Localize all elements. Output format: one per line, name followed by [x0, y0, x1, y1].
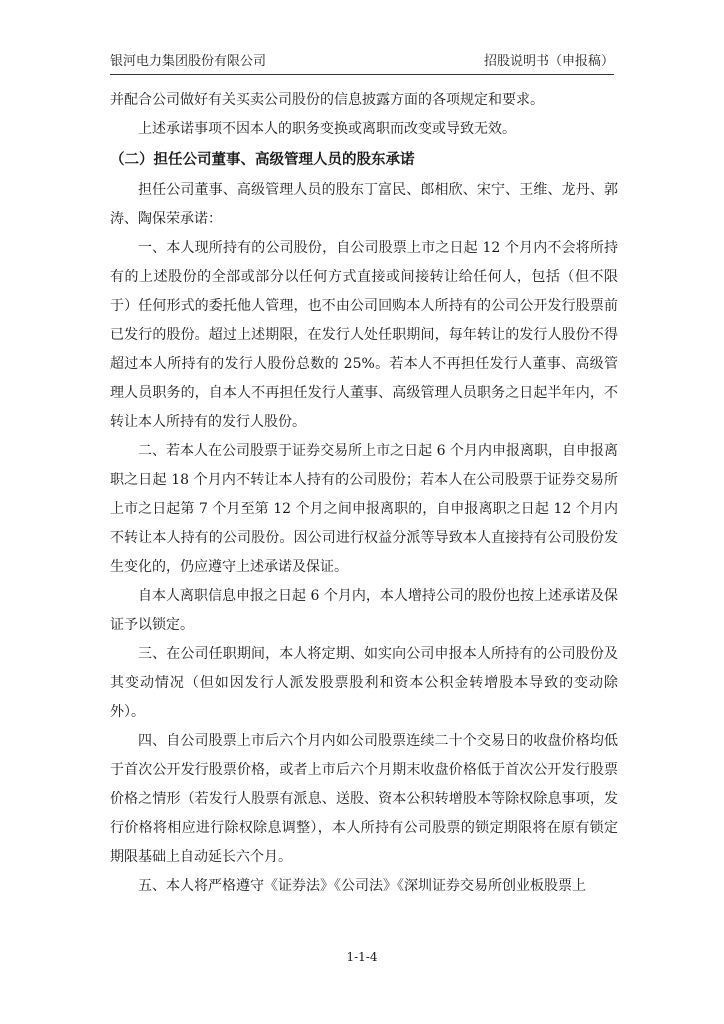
document-body: [110, 86, 618, 901]
paragraph-commitment-2: 二、若本人在公司股票于证券交易所上市之日起 6 个月内申报离职，自申报离职之日起 18 个月内不转让本人持有的公司股份；若本人在公司股票于证券交易所上市之日起第 7 个月至第 12 个月之间申报离职的，自申报离职之日起 12 个月内不转让本人持有的公司股份。因公司进行权益分派等导致本人直接持有公司股份发生变化的，仍应遵守上述承诺及保证。: [110, 443, 618, 575]
document-type: 招股说明书（申报稿）: [483, 54, 614, 69]
paragraph-increase-lock: 自本人离职信息申报之日起 6 个月内，本人增持公司的股份也按上述承诺及保证予以锁定。: [110, 588, 618, 633]
section-heading: （二）担任公司董事、高级管理人员的股东承诺: [110, 152, 415, 168]
page-header: [110, 50, 614, 75]
paragraph-commitment-3: 三、在公司任职期间，本人将定期、如实向公司申报本人所持有的公司股份及其变动情况（但如因发行人派发股票股利和资本公积金转增股本导致的变动除外）。: [110, 646, 618, 720]
paragraph-commitment-5: 五、本人将严格遵守《证券法》《公司法》《深圳证券交易所创业板股票上: [138, 878, 586, 894]
paragraph-commitment-1: 一、本人现所持有的公司股份，自公司股票上市之日起 12 个月内不会将所持有的上述股份的全部或部分以任何方式直接或间接转让给任何人，包括（但不限于）任何形式的委托他人管理，也不由公司回购本人所持有的公司公开发行股票前已发行的股份。超过上述期限，在发行人处任职期间，每年转让的发行人股份不得超过本人所持有的发行人股份总数的 25%。若本人不再担任发行人董事、高级管理人员职务的，自本人不再担任发行人董事、高级管理人员职务之日起半年内，不转让本人所持有的发行人股份。: [110, 240, 618, 430]
paragraph-validity: 上述承诺事项不因本人的职务变换或离职而改变或导致无效。: [138, 121, 516, 137]
paragraph-continuation: 并配合公司做好有关买卖公司股份的信息披露方面的各项规定和要求。: [110, 92, 544, 108]
paragraph-commitment-4: 四、自公司股票上市后六个月内如公司股票连续二十个交易日的收盘价格均低于首次公开发行股票价格，或者上市后六个月期末收盘价格低于首次公开发行股票价格之情形（若发行人股票有派息、送股、资本公积转增股本等除权除息事项，发行价格将相应进行除权除息调整），本人所持有公司股票的锁定期限将在原有锁定期限基础上自动延长六个月。: [110, 733, 618, 865]
paragraph-shareholders: 担任公司董事、高级管理人员的股东丁富民、郎相欣、宋宁、王维、龙丹、郭涛、陶保荣承诺：: [110, 182, 618, 227]
company-name: 银河电力集团股份有限公司: [110, 54, 267, 69]
page-number: 1-1-4: [346, 950, 378, 964]
